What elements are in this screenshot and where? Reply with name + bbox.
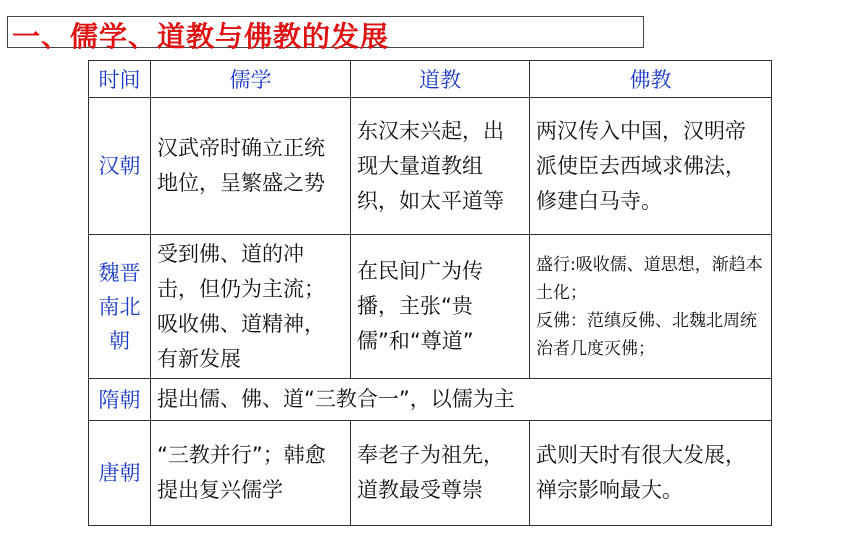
merged-cell: 提出儒、佛、道“三教合一”，以儒为主 <box>151 379 772 421</box>
buddhism-cell: 武则天时有很大发展，禅宗影响最大。 <box>530 421 772 526</box>
table-row <box>89 235 772 379</box>
buddhism-cell: 两汉传入中国，汉明帝派使臣去西域求佛法，修建白马寺。 <box>530 98 772 235</box>
table-row <box>89 98 772 235</box>
religion-development-table <box>88 60 772 526</box>
page-title: 一、儒学、道教与佛教的发展 <box>12 20 390 53</box>
confucianism-cell: “三教并行”；韩愈提出复兴儒学 <box>151 421 351 526</box>
buddhism-opposition-text: 反佛：范缜反佛、北魏北周统治者几度灭佛； <box>536 310 757 359</box>
taoism-cell: 奉老子为祖先，道教最受尊崇 <box>351 421 530 526</box>
confucianism-cell: 汉武帝时确立正统地位，呈繁盛之势 <box>151 98 351 235</box>
buddhism-cell <box>530 235 772 379</box>
title-box <box>7 16 644 53</box>
buddhism-flourish-text: 盛行:吸收儒、道思想，渐趋本土化； <box>536 254 763 303</box>
period-cell: 隋朝 <box>89 379 151 421</box>
period-text: 魏晋南北朝 <box>98 260 141 353</box>
header-taoism: 道教 <box>351 61 530 98</box>
period-cell: 汉朝 <box>89 98 151 235</box>
period-cell <box>89 235 151 379</box>
taoism-cell: 在民间广为传播，主张“贵儒”和“尊道” <box>351 235 530 379</box>
header-buddhism: 佛教 <box>530 61 772 98</box>
confucianism-cell: 受到佛、道的冲击，但仍为主流；吸收佛、道精神，有新发展 <box>151 235 351 379</box>
taoism-cell: 东汉末兴起，出现大量道教组织，如太平道等 <box>351 98 530 235</box>
header-time: 时间 <box>89 61 151 98</box>
table-row <box>89 421 772 526</box>
header-confucianism: 儒学 <box>151 61 351 98</box>
period-cell: 唐朝 <box>89 421 151 526</box>
table-header-row <box>89 61 772 98</box>
table-row <box>89 379 772 421</box>
